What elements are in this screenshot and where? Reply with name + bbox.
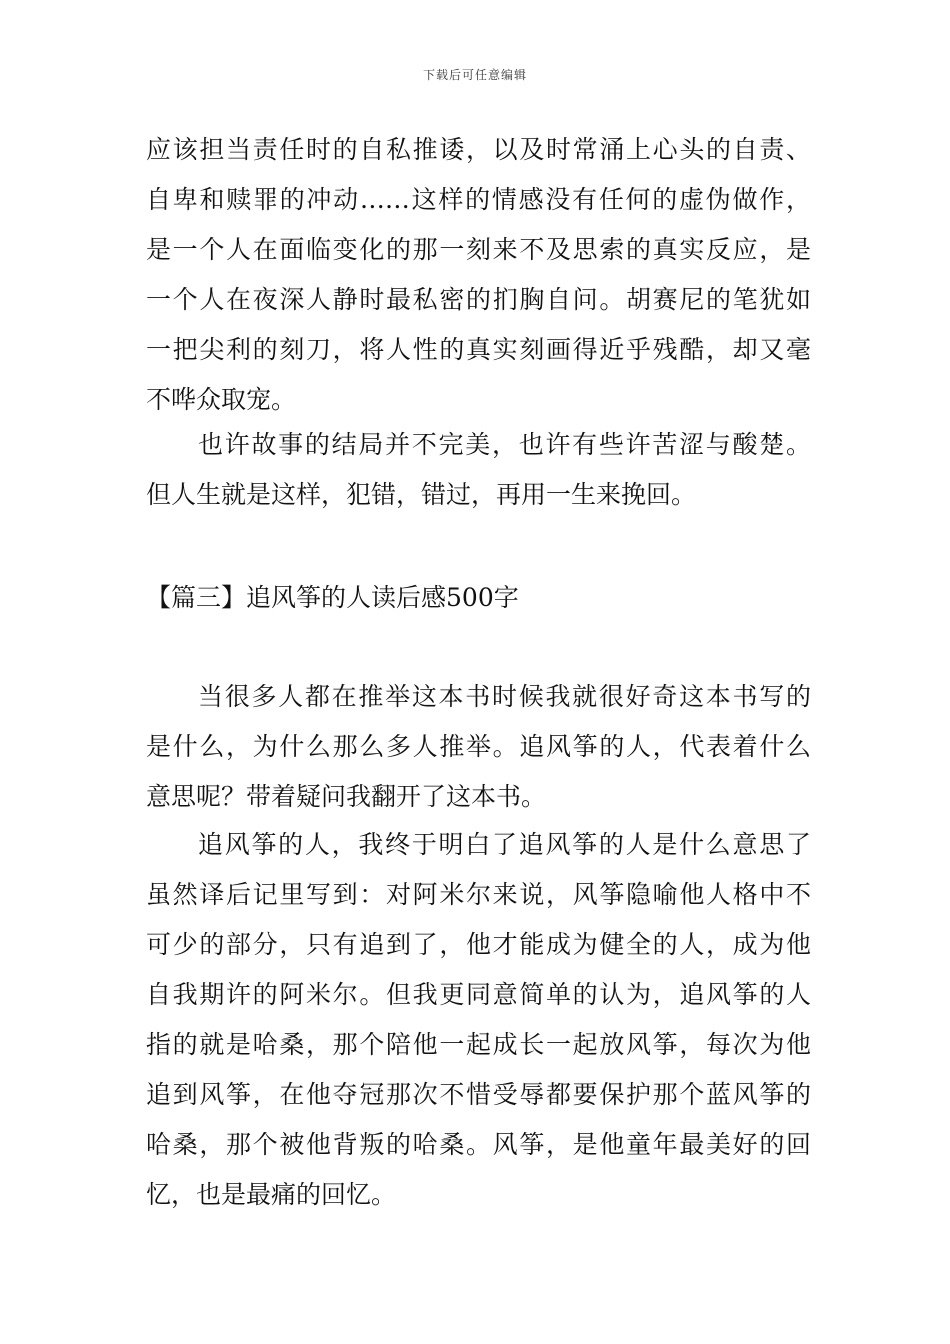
paragraph-line: 应该担当责任时的自私推诿，以及时常涌上心头的自责、 [146,135,811,164]
paragraph-line: 指的就是哈桑，那个陪他一起成长一起放风筝，每次为他 [146,1030,811,1059]
paragraph-2 [146,420,811,520]
paragraph-line: 虽然译后记里写到：对阿米尔来说，风筝隐喻他人格中不 [146,880,811,909]
paragraph-line: 追风筝的人，我终于明白了追风筝的人是什么意思了 [198,830,811,859]
page-header-note: 下载后可任意编辑 [422,68,527,82]
paragraph-line: 可少的部分，只有追到了，他才能成为健全的人，成为他 [146,930,811,959]
paragraph-line: 是一个人在面临变化的那一刻来不及思索的真实反应，是 [146,235,811,264]
paragraph-1 [146,125,811,425]
paragraph-line: 自我期许的阿米尔。但我更同意简单的认为，追风筝的人 [146,980,811,1009]
paragraph-line: 自卑和赎罪的冲动……这样的情感没有任何的虚伪做作， [146,185,811,214]
paragraph-line: 意思呢？带着疑问我翻开了这本书。 [146,782,547,811]
paragraph-line: 不哗众取宠。 [146,385,297,414]
paragraph-line: 也许故事的结局并不完美，也许有些许苦涩与酸楚。 [198,430,811,459]
paragraph-line: 当很多人都在推举这本书时候我就很好奇这本书写的 [198,682,811,711]
paragraph-line: 但人生就是这样，犯错，错过，再用一生来挽回。 [146,480,697,509]
paragraph-line: 追到风筝，在他夺冠那次不惜受辱都要保护那个蓝风筝的 [146,1080,811,1109]
section-heading: 【篇三】追风筝的人读后感500字 [146,583,519,612]
paragraph-line: 是什么，为什么那么多人推举。追风筝的人，代表着什么 [146,732,811,761]
section-paragraph-2 [146,820,811,1220]
section-paragraph-1 [146,672,811,822]
paragraph-line: 忆，也是最痛的回忆。 [146,1180,397,1209]
paragraph-line: 一个人在夜深人静时最私密的扪胸自问。胡赛尼的笔犹如 [146,285,811,314]
paragraph-line: 一把尖利的刻刀，将人性的真实刻画得近乎残酷，却又毫 [146,335,811,364]
paragraph-line: 哈桑，那个被他背叛的哈桑。风筝，是他童年最美好的回 [146,1130,811,1159]
